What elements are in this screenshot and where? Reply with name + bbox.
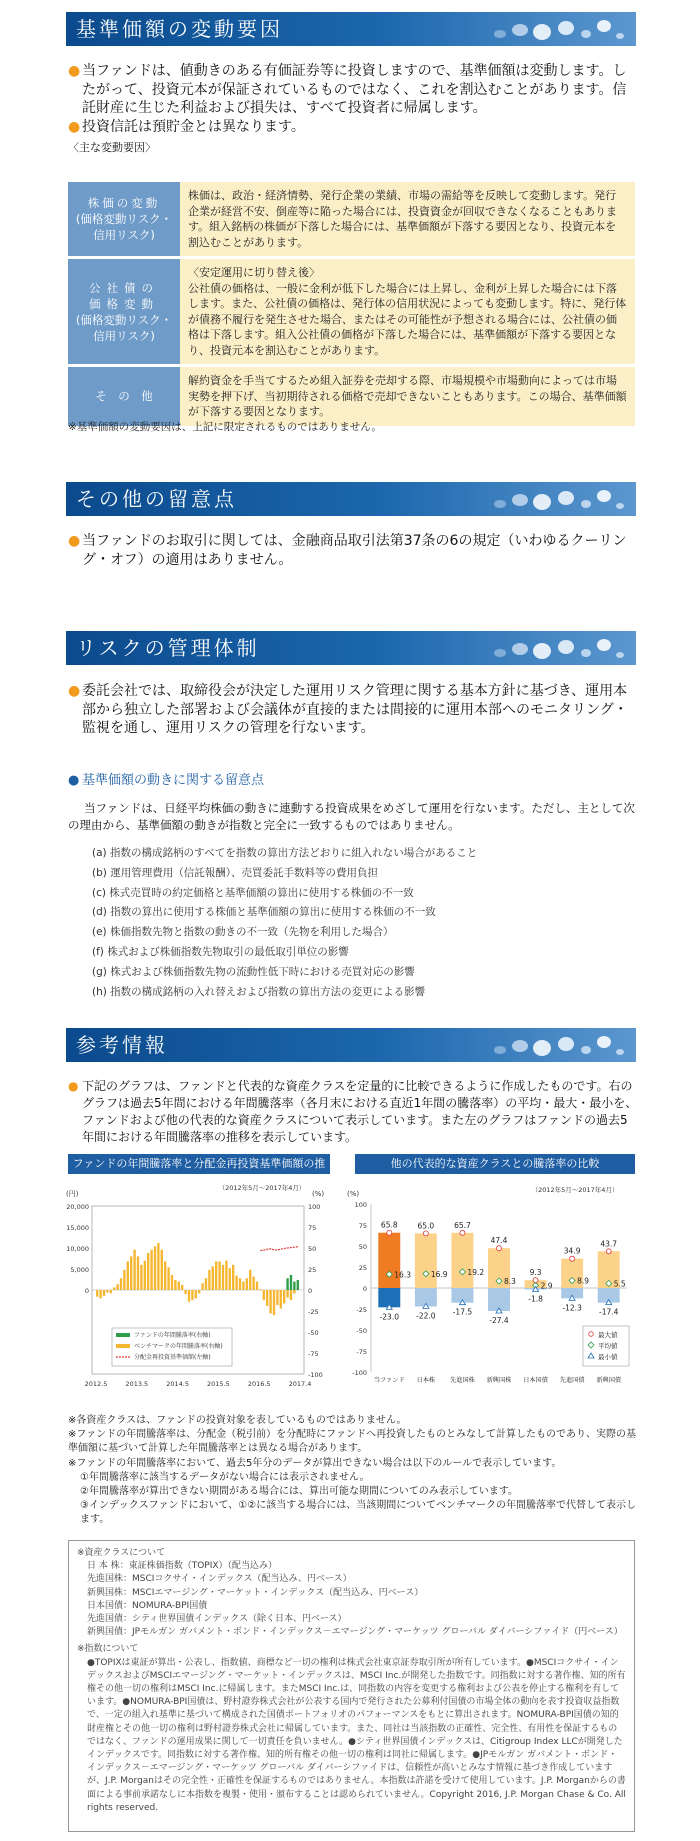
sub-heading: ● 基準価額の動きに関する留意点 — [68, 773, 265, 788]
benchmark-bar — [198, 1290, 200, 1293]
list-item: (a) 指数の構成銘柄のすべてを指数の算出方法どおりに組入れない場合があること — [92, 847, 478, 859]
list-item: (c) 株式売買時の約定価格と基準価額の算出に使用する株価の不一致 — [92, 886, 414, 899]
benchmark-bar — [103, 1290, 105, 1296]
row-label: そ の 他 — [68, 367, 180, 426]
legend-label: 平均値 — [598, 1342, 618, 1350]
legend-swatch — [589, 1332, 594, 1337]
benchmark-bar — [249, 1270, 251, 1290]
benchmark-bar — [99, 1290, 101, 1298]
benchmark-bar — [239, 1278, 241, 1290]
asset-class-list — [77, 1560, 626, 1639]
benchmark-bar — [167, 1267, 169, 1290]
max-range-bar — [378, 1233, 400, 1288]
asset-item: 先進国債：シティ世界国債インデックス（除く日本、円ベース） — [87, 1614, 347, 1625]
max-marker — [423, 1231, 428, 1236]
legend-label: 最大値 — [598, 1331, 618, 1339]
factors-heading: 〈主な変動要因〉 — [68, 141, 156, 154]
chart-notes — [68, 1414, 638, 1528]
section-title: 基準価額の変動要因 — [76, 17, 283, 41]
max-marker — [606, 1249, 611, 1254]
benchmark-bar — [208, 1270, 210, 1290]
bullet-text: 委託会社では、取締役会が決定した運用リスク管理に関する基本方針に基づき、運用本部から独立した部署および会議体が直接的または間接的に運用本部へのモニタリング・監視を通し、運用リスクの管理を行ないます。 — [82, 683, 628, 736]
tick-label: -75 — [308, 1350, 319, 1358]
bullet-reference: ● 下記のグラフは、ファンドと代表的な資産クラスを定量的に比較できるように作成したものです。右のグラフは過去5年間における年間騰落率（各月末における直近1年間の騰落率）の平均・最大・最小を、ファンドおよび他の代表的な資産クラスについて表示しています。また左のグラフはファンドの過去5年間における年間騰落率の推移を表示しています。 — [68, 1079, 638, 1144]
tick-label: -100 — [352, 1369, 367, 1377]
category-label: 先進国株 — [450, 1377, 475, 1384]
max-range-bar — [451, 1233, 473, 1288]
benchmark-bar — [195, 1290, 197, 1298]
tick-label: 10,000 — [66, 1245, 89, 1253]
legend-swatch — [116, 1344, 130, 1348]
note-item: ①年間騰落率に該当するデータがない場合には表示されません。 — [80, 1471, 370, 1483]
benchmark-bar — [137, 1256, 139, 1290]
x-tick-label: 2014.5 — [166, 1380, 189, 1388]
decorative-dots-icon — [480, 12, 630, 46]
section-title: その他の留意点 — [76, 487, 237, 511]
decorative-dots-icon — [480, 482, 630, 516]
section-header-risk-mgmt — [66, 631, 636, 665]
max-label: 47.4 — [490, 1236, 508, 1246]
section-title: 参考情報 — [76, 1033, 168, 1057]
category-label: 新興国債 — [596, 1377, 622, 1384]
benchmark-bar — [266, 1290, 268, 1306]
avg-label: 8.3 — [504, 1277, 516, 1287]
asset-item: 日本国債：NOMURA-BPI国債 — [87, 1600, 208, 1611]
legend — [583, 1326, 629, 1366]
max-label: 43.7 — [600, 1239, 618, 1249]
asset-class-title: ※資産クラスについて — [77, 1548, 166, 1558]
avg-label: 19.2 — [467, 1267, 485, 1277]
list-item: (b) 運用管理費用（信託報酬）、売買委託手数料等の費用負担 — [92, 866, 378, 879]
min-label: -22.0 — [416, 1311, 436, 1321]
chart-right-title: 他の代表的な資産クラスとの騰落率の比較 — [355, 1154, 635, 1174]
tick-label: 0 — [308, 1287, 313, 1295]
benchmark-bar — [229, 1268, 231, 1290]
axis-unit: (%) — [347, 1190, 360, 1198]
benchmark-bar — [212, 1266, 214, 1290]
benchmark-bar — [222, 1265, 224, 1290]
benchmark-bar — [205, 1278, 207, 1290]
section-header-volatility — [66, 12, 636, 46]
benchmark-bar — [235, 1276, 237, 1290]
x-tick-label: 2012.5 — [84, 1380, 108, 1388]
table-row — [68, 367, 635, 426]
benchmark-bar — [144, 1261, 146, 1290]
asset-item: 先進国株：MSCIコクサイ・インデックス（配当込み、円ベース） — [87, 1574, 352, 1585]
asset-item: 新興国債：JPモルガン ガバメント・ボンド・インデックス－エマージング・マーケッツ グローバル ダイバーシファイド（円ベース） — [87, 1627, 623, 1638]
benchmark-bar — [273, 1290, 275, 1315]
tick-label: 75 — [358, 1222, 367, 1230]
tick-label: 100 — [354, 1201, 367, 1209]
fund-bar — [290, 1275, 292, 1290]
asset-item: 新興国株：MSCIエマージング・マーケット・インデックス（配当込み、円ベース） — [87, 1587, 424, 1598]
bullet-volatility: ● 当ファンドは、値動きのある有価証券等に投資しますので、基準価額は変動します。したがって、投資元本が保証されているものではなく、これを割込むことがあります。信託財産に生じた利益および損失は、すべて投資者に帰属します。 — [68, 62, 638, 118]
min-label: -17.4 — [599, 1307, 619, 1317]
benchmark-bar — [215, 1261, 217, 1290]
right-axis-unit: (%) — [312, 1190, 325, 1198]
legend-swatch — [116, 1333, 130, 1337]
bullet-risk-mgmt: ● 委託会社では、取締役会が決定した運用リスク管理に関する基本方針に基づき、運用本部から独立した部署および会議体が直接的または間接的に運用本部へのモニタリング・監視を通し、運用リスクの管理を行ないます。 — [68, 682, 638, 738]
min-label: -1.8 — [528, 1294, 543, 1304]
nav-line — [260, 1247, 297, 1251]
benchmark-bar — [184, 1290, 186, 1294]
benchmark-bar — [150, 1250, 152, 1290]
benchmark-bar — [218, 1261, 220, 1290]
category-label: 新興国株 — [486, 1377, 512, 1384]
max-label: 65.0 — [417, 1221, 435, 1231]
tick-label: -100 — [308, 1371, 323, 1379]
max-label: 65.8 — [380, 1220, 398, 1230]
bullet-cooling-off: ● 当ファンドのお取引に関しては、金融商品取引法第37条の6の規定（いわゆるクーリング・オフ）の適用はありません。 — [68, 532, 638, 569]
category-label: 日本国債 — [523, 1377, 548, 1384]
tick-label: 75 — [308, 1224, 317, 1232]
benchmark-bar — [259, 1289, 261, 1290]
risk-factor-table — [68, 179, 635, 429]
footnote: ※基準価額の変動要因は、上記に限定されるものではありません。 — [68, 421, 382, 433]
benchmark-bar — [242, 1282, 244, 1290]
asset-item: 日 本 株：東証株価指数（TOPIX）（配当込み） — [87, 1561, 278, 1572]
asset-class-comparison-chart — [345, 1176, 635, 1408]
category-label: 先進国債 — [559, 1377, 585, 1384]
legend-label: ファンドの年間騰落率(右軸) — [134, 1332, 211, 1339]
table-row — [68, 259, 635, 364]
max-label: 34.9 — [563, 1246, 581, 1256]
min-label: -27.4 — [489, 1316, 509, 1326]
bullet-text: 下記のグラフは、ファンドと代表的な資産クラスを定量的に比較できるように作成したものです。右のグラフは過去5年間における年間騰落率（各月末における直近1年間の騰落率）の平均・最大・最小を、ファンドおよび他の代表的な資産クラスについて表示しています。また左のグラフはファンドの過去5年間における年間騰落率の推移を表示しています。 — [82, 1079, 638, 1144]
x-tick-label: 2013.5 — [125, 1380, 149, 1388]
decorative-dots-icon — [480, 631, 630, 665]
x-tick-label: 2017.4 — [288, 1380, 312, 1388]
tick-label: -25 — [308, 1308, 319, 1316]
x-tick-label: 2015.5 — [207, 1380, 230, 1388]
legend-label: 最小値 — [598, 1353, 618, 1361]
bullet-text: 当ファンドのお取引に関しては、金融商品取引法第37条の6の規定（いわゆるクーリング・オフ）の適用はありません。 — [82, 533, 627, 568]
row-label: 公社債の 価格変動 (価格変動リスク・ 信用リスク) — [68, 259, 180, 364]
section-header-other — [66, 482, 636, 516]
tick-label: -50 — [356, 1327, 367, 1335]
tick-label: -50 — [308, 1329, 319, 1337]
benchmark-bar — [161, 1250, 163, 1290]
fund-bar — [286, 1278, 288, 1290]
index-text: ●TOPIXは東証が算出・公表し、指数値、商標など一切の権利は株式会社東京証券取引所が所有しています。●MSCIコクサイ・インデックスおよびMSCIエマージング・マーケット・インデックスは、MSCI Inc.が開発した指数です。同指数に対する著作権、知的所有権その他一切の権利はMSCI Inc.に帰属します。またMSCI Inc.は、同指数の内容を変更する権利および公表を停止する権利を有しています。●NOMURA-BPI国債は、野村證券株式会社が公表する国内で発行された公募利付国債の市場全体の動向を表す投資収益指数で、一定の組入れ基準に基づいて構成された国債ポートフォリオのパフォーマンスをもとに算出されます。NOMURA-BPI国債の知的財産権とその他一切の権利は野村證券株式会社に帰属しています。また、同社は当該指数の正確性、完全性、有用性を保証するものではなく、ファンドの運用成果に関して一切責任を負いません。●シティ世界国債インデックスは、Citigroup Index LLCが開発したインデックスです。同指数に対する著作権、知的所有権その他一切の権利は同社に帰属します。●JPモルガン ガバメント・ボンド・インデックス－エマージング・マーケッツ グローバル ダイバーシファイドは、信頼性が高いとみなす情報に基づき作成していますが、J.P. Morganはその完全性・正確性を保証するものではありません。本指数は許諾を受けて使用しています。J.P. Morganからの書面による事前承諾なしに本指数を複製・使用・頒布することは認められていません。Copyright 2016, J.P. Morgan Chase & Co. All rights reserved. — [87, 1657, 626, 1813]
x-tick-label: 2016.5 — [247, 1380, 271, 1388]
avg-label: 5.5 — [613, 1279, 626, 1289]
tick-label: 15,000 — [66, 1224, 89, 1232]
benchmark-bar — [164, 1261, 166, 1290]
list-item: (g) 株式および株価指数先物の流動性低下時における売買対応の影響 — [92, 965, 415, 978]
benchmark-bar — [120, 1278, 122, 1290]
index-disclaimer-box — [68, 1540, 635, 1832]
benchmark-bar — [191, 1290, 193, 1300]
row-label: 株価の変動 (価格変動リスク・ 信用リスク) — [68, 182, 180, 256]
benchmark-bar — [276, 1290, 278, 1305]
note-item: ※ファンドの年間騰落率において、過去5年分のデータが算出できない場合は以下のルールで表示しています。 — [68, 1457, 562, 1469]
tick-label: 25 — [358, 1264, 367, 1272]
benchmark-bar — [293, 1290, 295, 1293]
tick-label: 20,000 — [66, 1203, 89, 1211]
benchmark-bar — [116, 1284, 118, 1290]
benchmark-bar — [140, 1265, 142, 1290]
benchmark-bar — [123, 1270, 125, 1290]
tick-label: 50 — [358, 1243, 367, 1251]
row-description: 株価は、政治・経済情勢、発行企業の業績、市場の需給等を反映して変動します。発行企業が経営不安、倒産等に陥った場合には、投資資金が回収できなくなることもあります。組入銘柄の株価が下落した場合には、基準価額が下落する要因となり、投資元本を割込むことがあります。 — [180, 182, 635, 256]
benchmark-bar — [290, 1290, 292, 1300]
max-label: 9.3 — [529, 1268, 542, 1278]
max-marker — [497, 1246, 502, 1251]
benchmark-bar — [147, 1253, 149, 1290]
legend-label: 分配金再投資基準価額(左軸) — [134, 1354, 211, 1361]
max-marker — [570, 1256, 575, 1261]
benchmark-bar — [225, 1261, 227, 1290]
avg-label: 8.9 — [577, 1276, 590, 1286]
avg-label: 16.9 — [430, 1269, 448, 1279]
bullet-text: 投資信託は預貯金とは異なります。 — [82, 119, 305, 135]
fund-bar — [293, 1282, 295, 1290]
benchmark-bar — [174, 1280, 176, 1290]
legend — [112, 1328, 232, 1366]
benchmark-bar — [286, 1290, 288, 1298]
legend-label: ベンチマークの年間騰落率(右軸) — [134, 1343, 223, 1350]
tick-label: 0 — [84, 1287, 89, 1295]
decorative-dots-icon — [480, 1028, 630, 1062]
benchmark-bar — [154, 1246, 156, 1290]
left-axis-unit: (円) — [66, 1190, 79, 1198]
row-description: 〈安定運用に切り替え後〉 公社債の価格は、一般に金利が低下した場合には上昇し、金利が上昇した場合には下落します。また、公社債の価格は、発行体の信用状況によっても変動します。特に、発行体が債務不履行を発生させた場合、またはその可能性が予想される場合には、公社債の価格は下落します。組入公社債の価格が下落した場合には、基準価額が下落する要因となり、投資元本を割込むことがあります。 — [180, 259, 635, 364]
benchmark-bar — [96, 1290, 98, 1297]
reason-list — [92, 844, 632, 1002]
benchmark-bar — [283, 1290, 285, 1303]
avg-label: 16.3 — [394, 1270, 411, 1280]
tick-label: -25 — [356, 1306, 367, 1314]
benchmark-bar — [133, 1250, 135, 1290]
category-label: 当ファンド — [373, 1377, 405, 1384]
row-description: 解約資金を手当てするため組入証券を売却する際、市場規模や市場動向によっては市場実勢を押下げ、当初期待される価格で売却できないこともあります。この場合、基準価額が下落する要因となります。 — [180, 367, 635, 426]
tick-label: -75 — [356, 1348, 367, 1356]
benchmark-bar — [280, 1290, 282, 1308]
benchmark-bar — [201, 1283, 203, 1290]
list-item: (h) 指数の構成銘柄の入れ替えおよび指数の算出方法の変更による影響 — [92, 985, 426, 998]
benchmark-bar — [171, 1275, 173, 1290]
note-item: ②年間騰落率が算出できない期間がある場合には、算出可能な期間についてのみ表示しています。 — [80, 1486, 518, 1498]
bullet-text: 当ファンドは、値動きのある有価証券等に投資しますので、基準価額は変動します。したがって、投資元本が保証されているものではなく、これを割込むことがあります。信託財産に生じた利益および損失は、すべて投資者に帰属します。 — [82, 63, 627, 116]
benchmark-bar — [252, 1277, 254, 1290]
benchmark-bar — [178, 1282, 180, 1290]
note-item: ※ファンドの年間騰落率は、分配金（税引前）を分配時にファンドへ再投資したものとみなして計算したものであり、実際の基準価額に基づいて計算した年間騰落率とは異なる場合があります。 — [68, 1429, 636, 1455]
max-marker — [387, 1230, 392, 1235]
benchmark-bar — [181, 1285, 183, 1290]
max-range-bar — [415, 1233, 437, 1288]
table-row — [68, 182, 635, 256]
max-marker — [460, 1230, 465, 1235]
fund-bar — [297, 1280, 299, 1290]
list-item: (f) 株式および株価指数先物取引の最低取引単位の影響 — [92, 945, 349, 958]
note-item: ※各資産クラスは、ファンドの投資対象を表しているものではありません。 — [68, 1415, 407, 1426]
chart-period: （2012年5月～2017年4月） — [531, 1186, 619, 1194]
benchmark-bar — [110, 1290, 112, 1293]
max-label: 65.7 — [454, 1220, 471, 1230]
min-label: -12.3 — [562, 1303, 582, 1313]
intro-text: 当ファンドは、日経平均株価の動きに連動する投資成果をめざして運用を行ないます。ただし、主として次の理由から、基準価額の動きが指数と完全に一致するものではありません。 — [68, 801, 635, 832]
section-header-reference — [66, 1028, 636, 1062]
chart-left-title: ファンドの年間騰落率と分配金再投資基準価額の推移 — [68, 1154, 330, 1174]
benchmark-bar — [130, 1256, 132, 1290]
tick-label: 50 — [308, 1245, 317, 1253]
category-label: 日本株 — [416, 1377, 436, 1384]
list-item: (e) 株価指数先物と指数の動きの不一致（先物を利用した場合） — [92, 926, 394, 939]
tick-label: 5,000 — [70, 1266, 89, 1274]
note-item: ③インデックスファンドにおいて、①②に該当する場合には、当該期間についてベンチマークの年間騰落率で代替して表示します。 — [80, 1500, 636, 1526]
tick-label: 25 — [308, 1266, 317, 1274]
section-title: リスクの管理体制 — [76, 636, 260, 660]
benchmark-bar — [232, 1265, 234, 1290]
benchmark-bar — [263, 1290, 265, 1300]
index-title: ※指数について — [77, 1644, 139, 1655]
min-label: -23.0 — [379, 1312, 399, 1322]
benchmark-bar — [127, 1261, 129, 1290]
tick-label: 0 — [362, 1285, 367, 1293]
fund-history-chart — [62, 1176, 334, 1408]
benchmark-bar — [157, 1243, 159, 1290]
benchmark-bar — [113, 1287, 115, 1290]
bullet-not-deposit: ● 投資信託は預貯金とは異なります。 — [68, 118, 638, 137]
benchmark-bar — [246, 1278, 248, 1290]
benchmark-bar — [106, 1290, 108, 1293]
avg-label: 2.9 — [540, 1281, 553, 1291]
list-item: (d) 指数の算出に使用する株価と基準価額の算出に使用する株価の不一致 — [92, 906, 436, 919]
max-marker — [533, 1278, 538, 1283]
benchmark-bar — [188, 1290, 190, 1302]
benchmark-bar — [269, 1290, 271, 1314]
tick-label: 100 — [308, 1203, 321, 1211]
benchmark-bar — [256, 1282, 258, 1290]
min-label: -17.5 — [452, 1307, 473, 1317]
chart-period: （2012年5月～2017年4月） — [218, 1184, 306, 1192]
